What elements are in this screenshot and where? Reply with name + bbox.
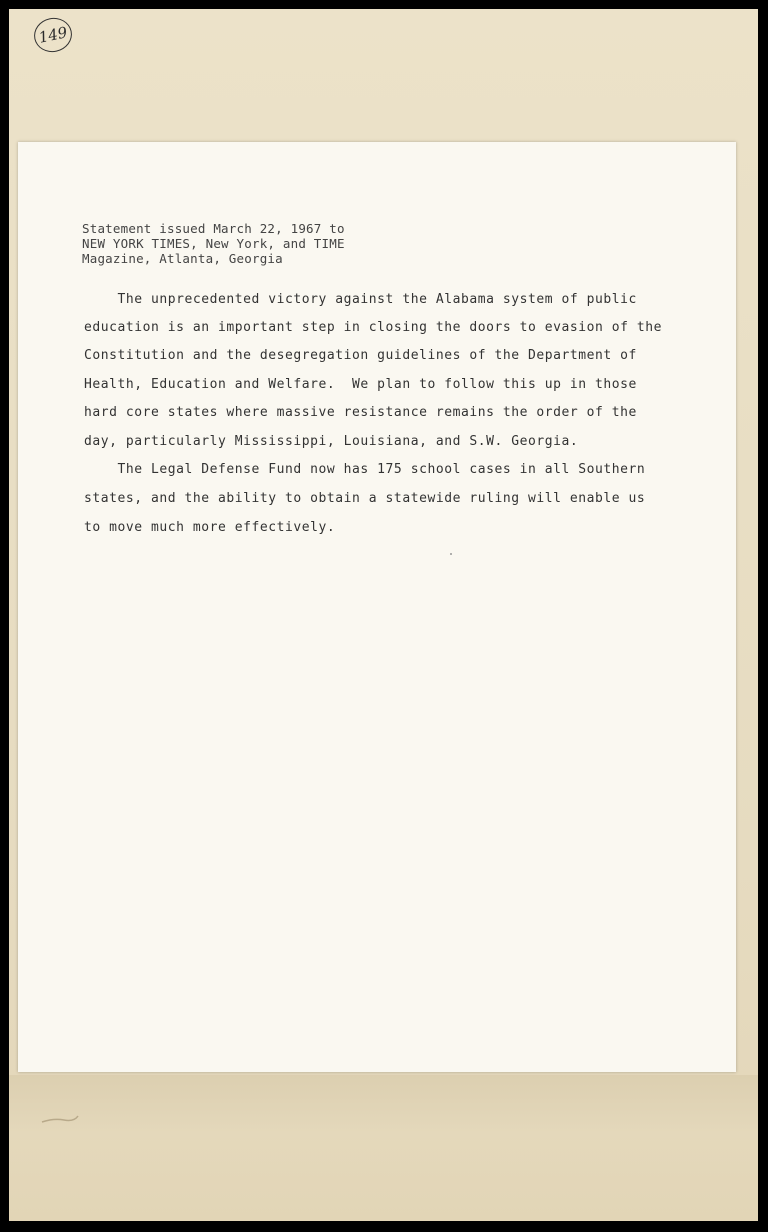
header-line: Statement issued March 22, 1967 to <box>82 221 345 236</box>
paper-speck <box>450 553 452 555</box>
typed-statement-page <box>18 142 736 1072</box>
backing-lower-area <box>9 1075 758 1221</box>
body-line: Health, Education and Welfare. We plan to follow this up in those <box>84 377 637 392</box>
header-line: Magazine, Atlanta, Georgia <box>82 251 283 266</box>
body-line: hard core states where massive resistance remains the order of the <box>84 405 637 420</box>
header-line: NEW YORK TIMES, New York, and TIME <box>82 236 345 251</box>
body-line: Constitution and the desegregation guidelines of the Department of <box>84 348 637 363</box>
body-line: day, particularly Mississippi, Louisiana, and S.W. Georgia. <box>84 434 579 449</box>
body-line: states, and the ability to obtain a statewide ruling will enable us <box>84 491 646 506</box>
body-line: The unprecedented victory against the Alabama system of public <box>84 292 637 307</box>
body-line: to move much more effectively. <box>84 520 336 535</box>
page-number-text: 149 <box>37 23 69 47</box>
pencil-mark <box>40 1112 80 1126</box>
body-line: The Legal Defense Fund now has 175 school cases in all Southern <box>84 462 646 477</box>
body-line: education is an important step in closing the doors to evasion of the <box>84 320 662 335</box>
